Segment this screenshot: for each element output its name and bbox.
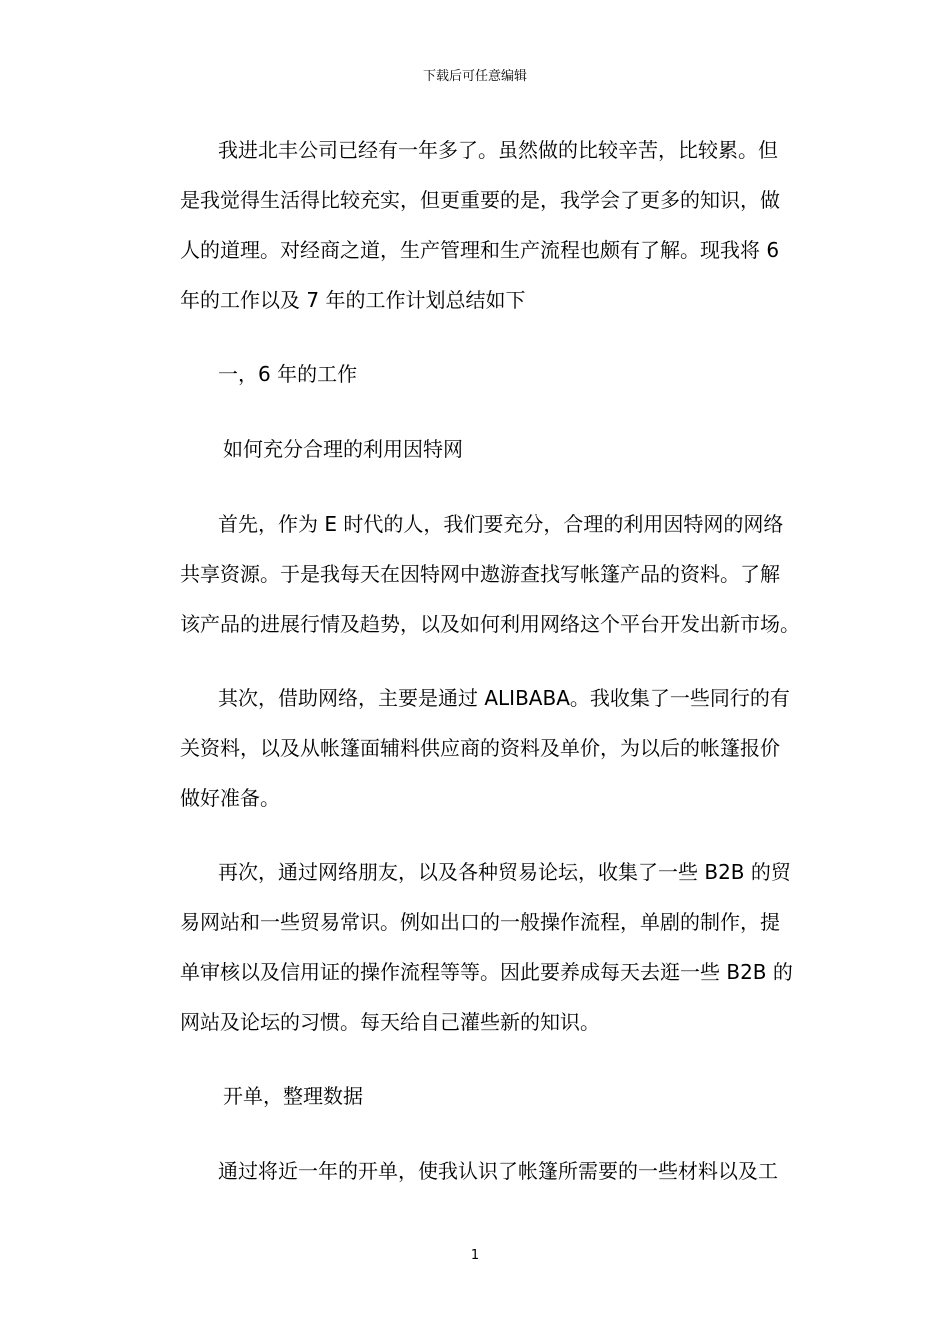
paragraph-line: 关资料，以及从帐篷面辅料供应商的资料及单价，为以后的帐篷报价	[180, 736, 780, 760]
paragraph-line: 我进北丰公司已经有一年多了。虽然做的比较辛苦，比较累。但	[218, 138, 778, 162]
paragraph-line: 做好准备。	[180, 786, 280, 810]
page-number: 1	[470, 1248, 480, 1263]
paragraph-line: 共享资源。于是我每天在因特网中遨游查找写帐篷产品的资料。了解	[180, 562, 780, 586]
paragraph-line: 首先，作为 E 时代的人，我们要充分，合理的利用因特网的网络	[218, 512, 784, 536]
subsection-heading: 如何充分合理的利用因特网	[223, 437, 463, 461]
subsection-heading: 开单，整理数据	[223, 1084, 363, 1108]
paragraph-line: 再次，通过网络朋友，以及各种贸易论坛，收集了一些 B2B 的贸	[218, 860, 791, 884]
paragraph-line: 年的工作以及 7 年的工作计划总结如下	[180, 288, 526, 312]
paragraph-line: 网站及论坛的习惯。每天给自己灌些新的知识。	[180, 1010, 600, 1034]
paragraph-line: 通过将近一年的开单，使我认识了帐篷所需要的一些材料以及工	[218, 1159, 778, 1183]
paragraph-line: 该产品的进展行情及趋势，以及如何利用网络这个平台开发出新市场。	[180, 612, 800, 636]
section-heading: 一，6 年的工作	[218, 362, 358, 386]
page-header: 下载后可任意编辑	[422, 69, 527, 84]
paragraph-line: 其次，借助网络，主要是通过 ALIBABA。我收集了一些同行的有	[218, 686, 790, 710]
paragraph-line: 单审核以及信用证的操作流程等等。因此要养成每天去逛一些 B2B 的	[180, 960, 793, 984]
paragraph-line: 是我觉得生活得比较充实，但更重要的是，我学会了更多的知识，做	[180, 188, 780, 212]
paragraph-line: 人的道理。对经商之道，生产管理和生产流程也颇有了解。现我将 6	[180, 238, 780, 262]
paragraph-line: 易网站和一些贸易常识。例如出口的一般操作流程，单剧的制作，提	[180, 910, 780, 934]
